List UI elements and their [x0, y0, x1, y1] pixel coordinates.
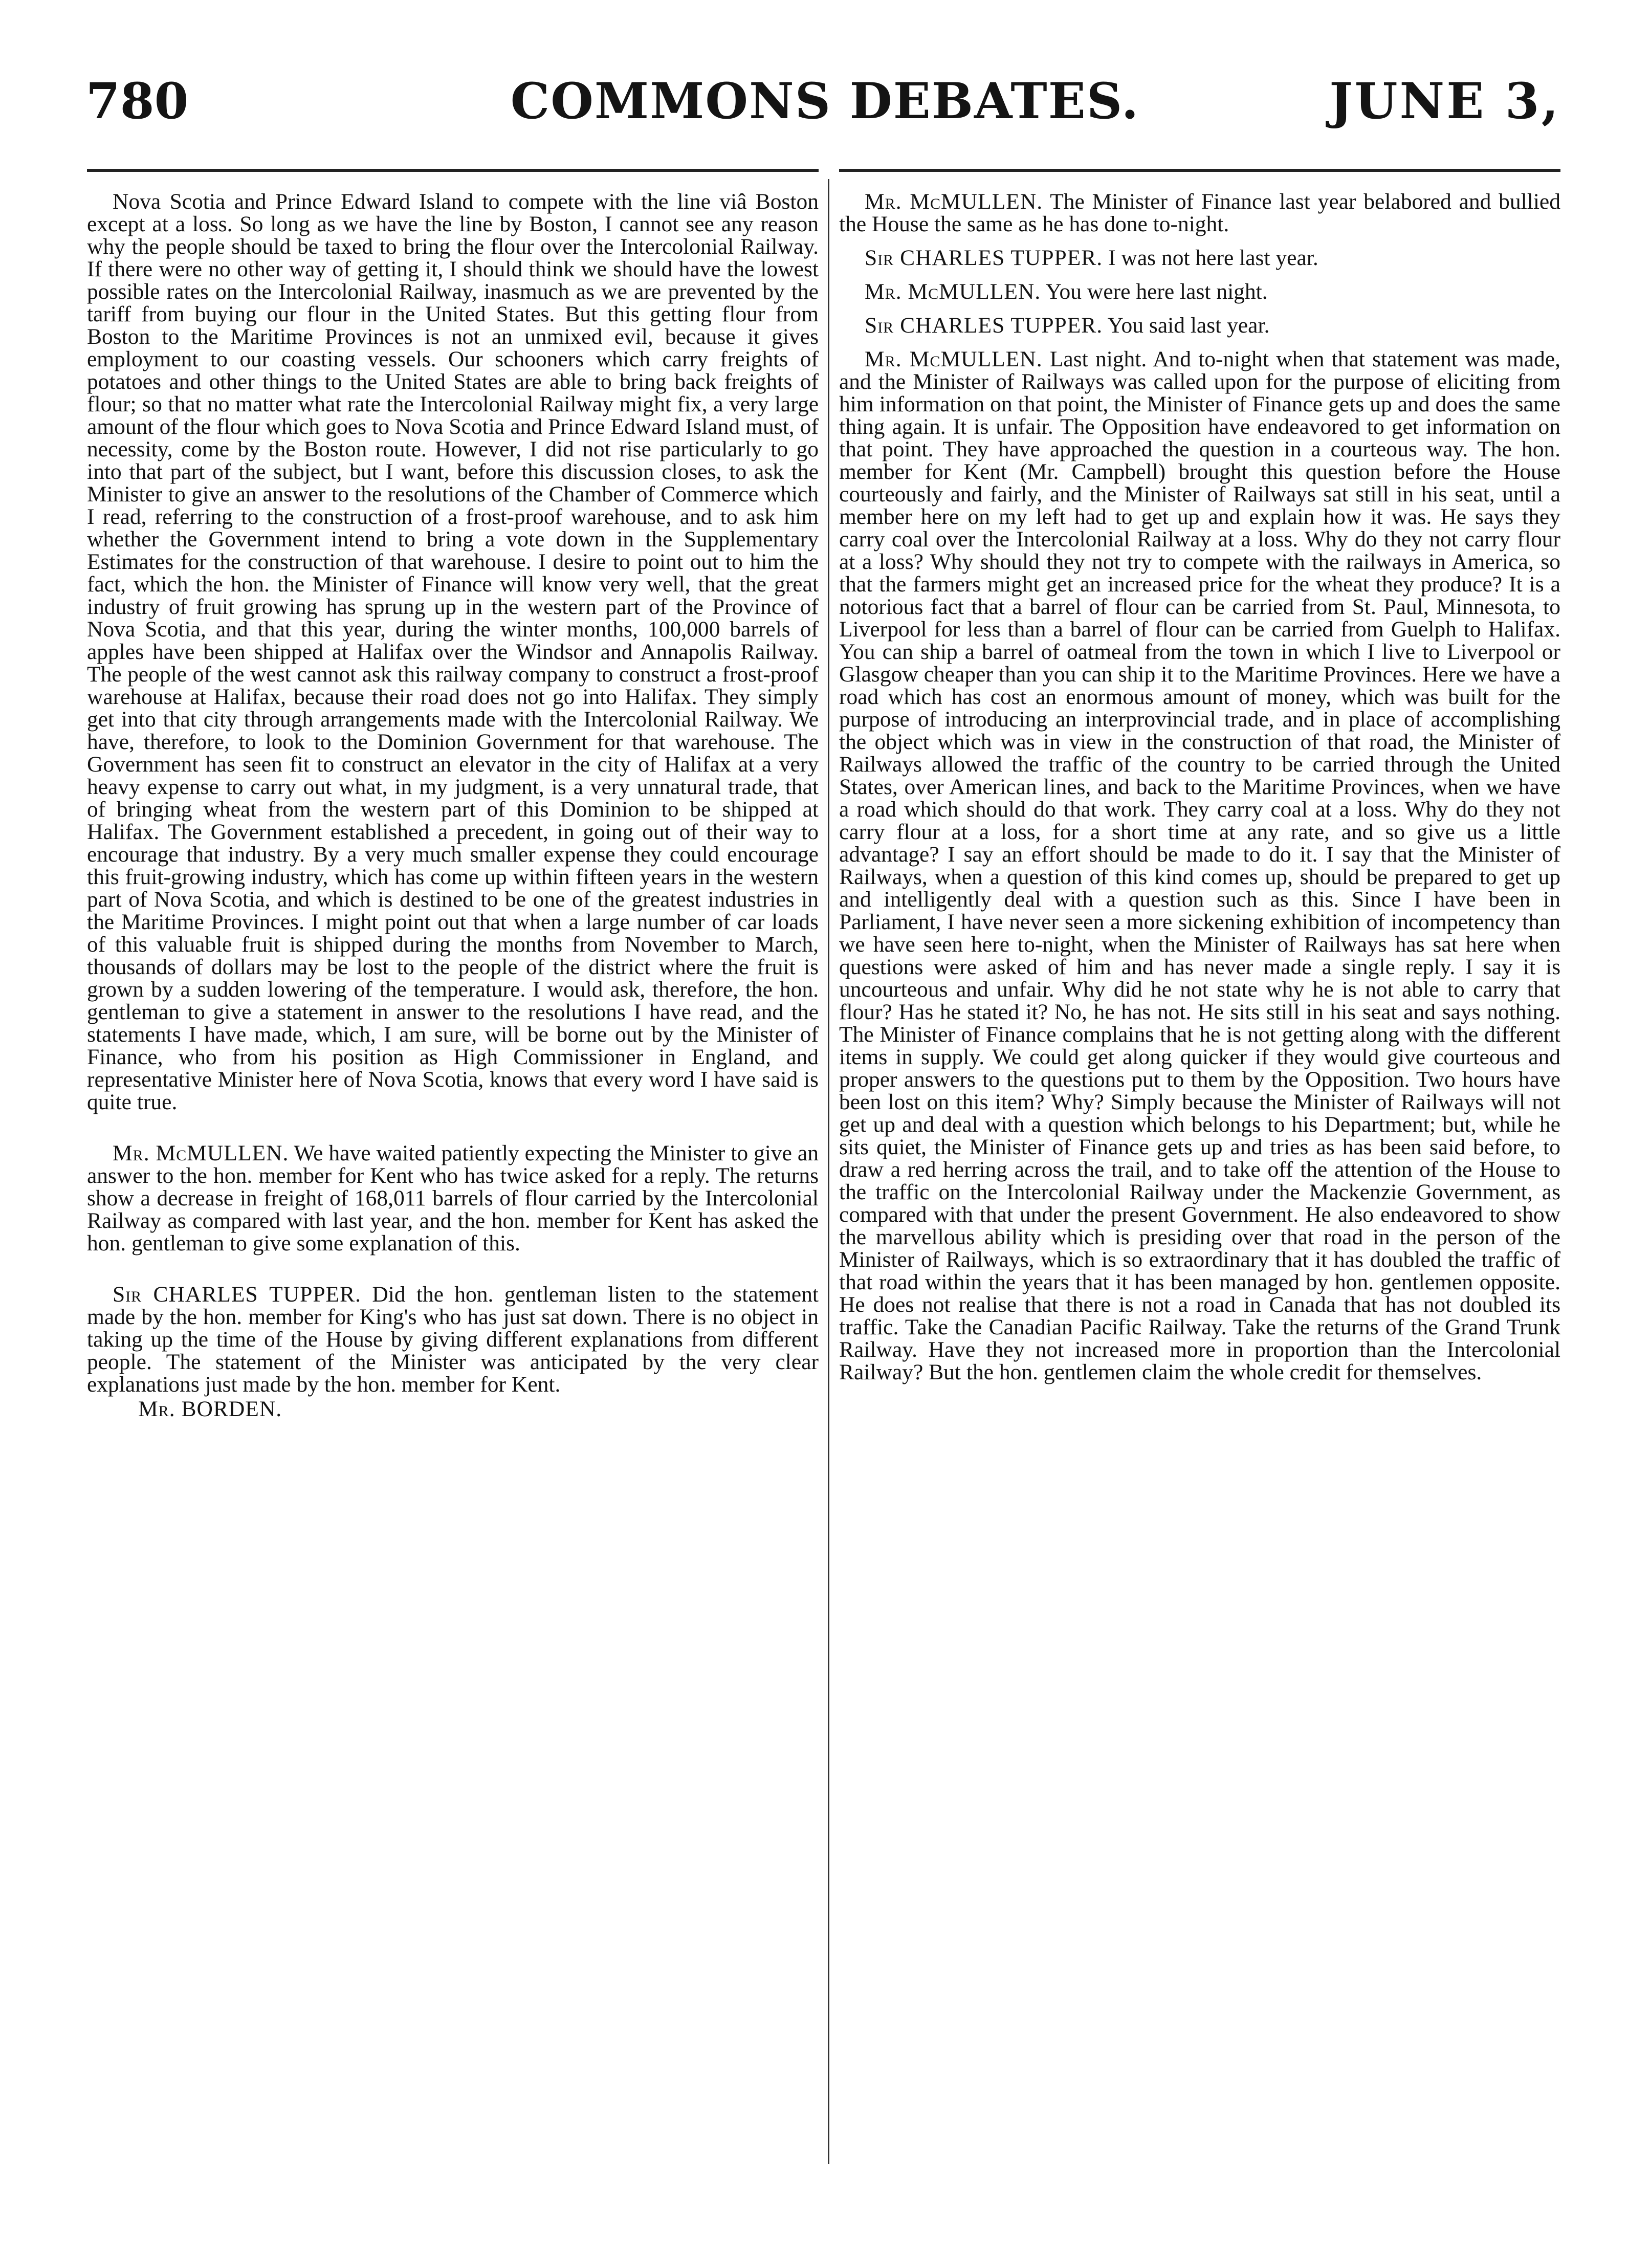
speaker-name: Sir CHARLES TUPPER.: [113, 1282, 362, 1307]
paragraph: [839, 280, 1560, 303]
paragraph-text: Last night. And to-night when that statement was made, and the Minister of Railways was called upon for the purpose of eliciting from him information on that point, the Minister of Finance gets up and does the same thing again. It is unfair. The Opposition have endeavored to get information on that point. They have approached the question in a courteous way. The hon. member for Kent (Mr. Campbell) brought this question before the House courteously and fairly, and the Minister of Railways sat still in his seat, until a member here on my left had to get up and explain how it was. He says they carry coal over the Intercolonial Railway at a loss. Why do they not carry flour at a loss? Why should they not try to compete with the railways in America, so that the farmers might get an increased price for the wheat they produce? It is a notorious fact that a barrel of flour can be carried from St. Paul, Minnesota, to Liverpool for less than a barrel of flour can be carried from Guelph to Halifax. You can ship a barrel of oatmeal from the town in which I live to Liverpool or Glasgow cheaper than you can ship it to the Maritime Provinces. Here we have a road which has cost an enormous amount of money, which was built for the purpose of introducing an interprovincial trade, and in place of accomplishing the object which was in view in the construction of that road, the Minister of Railways allowed the traffic of the country to be carried through the United States, over American lines, and back to the Maritime Provinces, when we have a road which should do that work. They carry coal at a loss. Why do they not carry flour at a loss, for a short time at any rate, and so give us a little advantage? I say an effort should be made to do it. I say that the Minister of Railways, when a question of this kind comes up, should be prepared to get up and intelligently deal with a question such as this. Since I have been in Parliament, I have never seen a more sickening exhibition of incompetency than we have seen here to-night, when the Minister of Railways has sat here when questions were asked of him and has never made a single reply. I say it is uncourteous and unfair. Why did he not state why he is not able to carry that flour? Has he stated it? No, he has not. He sits still in his seat and says nothing. The Minister of Finance complains that he is not getting along with the different items in supply. We could get along quicker if they would give courteous and proper answers to the questions put to them by the Opposition. Two hours have been lost on this item? Why? Simply because the Minister of Railways will not get up and deal with a question which belongs to his Department; but, while he sits quiet, the Minister of Finance gets up and tries as has been said before, to draw a red herring across the trail, and to take off the attention of the House to the traffic on the Intercolonial Railway under the Mackenzie Government, as compared with that under the present Government. He also endeavored to show the marvellous ability which is presiding over that road in the person of the Minister of Railways, which is so extraordinary that it has doubled the traffic of that road within the years that it has been managed by hon. gentlemen opposite. He does not realise that there is not a road in Canada that has not doubled its traffic. Take the Canadian Pacific Railway. Take the returns of the Grand Trunk Railway. Have they not increased more in proportion than the Intercolonial Railway? But the hon. gentlemen claim the whole credit for themselves.: [839, 347, 1560, 1384]
speaker-name: Mr. McMULLEN.: [113, 1141, 289, 1165]
paragraph-text: You said last year.: [1107, 313, 1270, 338]
header-rule-right: [839, 169, 1560, 172]
speaker-name: Mr. McMULLEN.: [865, 189, 1043, 214]
paragraph-text: Nova Scotia and Prince Edward Island to compete with the line viâ Boston except at a loss. So long as we have the line by Boston, I cannot see any reason why the people should be taxed to bring the flour over the Intercolonial Railway. If there were no other way of getting it, I should think we should have the lowest possible rates on the Intercolonial Railway, inasmuch as we are prevented by the tariff from buying our flour in the United States. But this getting flour from Boston to the Maritime Provinces is not an unmixed evil, because it gives employment to our coasting vessels. Our schooners which carry freights of potatoes and other things to the United States are able to bring back freights of flour; so that no matter what rate the Intercolonial Railway might fix, a very large amount of the flour which goes to Nova Scotia and Prince Edward Island must, of necessity, come by the Boston route. However, I did not rise particularly to go into that part of the subject, but I want, before this discussion closes, to ask the Minister to give an answer to the resolutions of the Chamber of Commerce which I read, referring to the construction of a frost-proof warehouse, and to ask him whether the Government intend to bring a vote down in the Supplementary Estimates for the construction of that warehouse. I desire to point out to him the fact, which the hon. the Minister of Finance will know very well, that the great industry of fruit growing has sprung up in the western part of the Province of Nova Scotia, and that this year, during the winter months, 100,000 barrels of apples have been shipped at Halifax over the Windsor and Annapolis Railway. The people of the west cannot ask this railway company to construct a frost-proof warehouse at Halifax, because their road does not go into Halifax. They simply get into that city through arrangements made with the Intercolonial Railway. We have, therefore, to look to the Dominion Government for that warehouse. The Government has seen fit to construct an elevator in the city of Halifax at a very heavy expense to carry out what, in my judgment, is a very unnatural trade, that of bringing wheat from the western part of this Dominion to be shipped at Halifax. The Government established a precedent, in going out of their way to encourage that industry. By a very much smaller expense they could encourage this fruit-growing industry, which has come up within fifteen years in the western part of Nova Scotia, and which is destined to be one of the greatest industries in the Maritime Provinces. I might point out that when a large number of car loads of this valuable fruit is shipped during the months from November to March, thousands of dollars may be lost to the people of the district where the fruit is grown by a sudden lowering of the temperature. I would ask, therefore, the hon. gentleman to give a statement in answer to the resolutions I have read, and the statements I have made, which, I am sure, will be borne out by the Minister of Finance, who from his position as High Commissioner in England, and representative Minister here of Nova Scotia, knows that every word I have said is quite true.: [87, 189, 819, 1114]
paragraph-text: The Minister of Finance last year belabored and bullied the House the same as he has done to-night.: [839, 189, 1560, 236]
paragraph-text: You were here last night.: [1045, 279, 1268, 304]
paragraph-text: Did the hon. gentleman listen to the statement made by the hon. member for King's who has just sat down. There is no object in taking up the time of the House by giving different explanations from different people. The statement of the Minister was anticipated by the very clear explanations just made by the hon. member for Kent.: [87, 1282, 819, 1397]
speaker-name: Sir CHARLES TUPPER.: [865, 313, 1103, 338]
speaker-name: Mr. McMULLEN.: [865, 279, 1041, 304]
page-date: JUNE 3,: [1329, 72, 1560, 130]
paragraph: [87, 1283, 819, 1396]
paragraph: [839, 247, 1560, 269]
page-header: [0, 0, 1650, 164]
paragraph: [839, 314, 1560, 337]
left-column: [87, 190, 819, 1420]
paragraph: [87, 1142, 819, 1254]
right-column: [839, 190, 1560, 1383]
paragraph: [87, 190, 819, 1113]
paragraph-text: We have waited patiently expecting the Minister to give an answer to the hon. member for Kent who has twice asked for a reply. The returns show a decrease in freight of 168,011 barrels of flour carried by the Intercolonial Railway as compared with last year, and the hon. member for Kent has asked the hon. gentleman to give some explanation of this.: [87, 1141, 819, 1256]
paragraph: [839, 190, 1560, 235]
speaker-name: Mr. McMULLEN.: [865, 347, 1043, 371]
column-divider: [828, 179, 829, 2164]
paragraph: [839, 348, 1560, 1383]
continued-speaker: Mr. BORDEN.: [138, 1397, 282, 1421]
speaker-name: Sir CHARLES TUPPER.: [865, 246, 1103, 270]
paragraph-text: I was not here last year.: [1108, 246, 1318, 270]
page-title: COMMONS DEBATES.: [510, 72, 1140, 130]
header-rule-left: [87, 169, 819, 172]
page-number: 780: [86, 72, 189, 130]
